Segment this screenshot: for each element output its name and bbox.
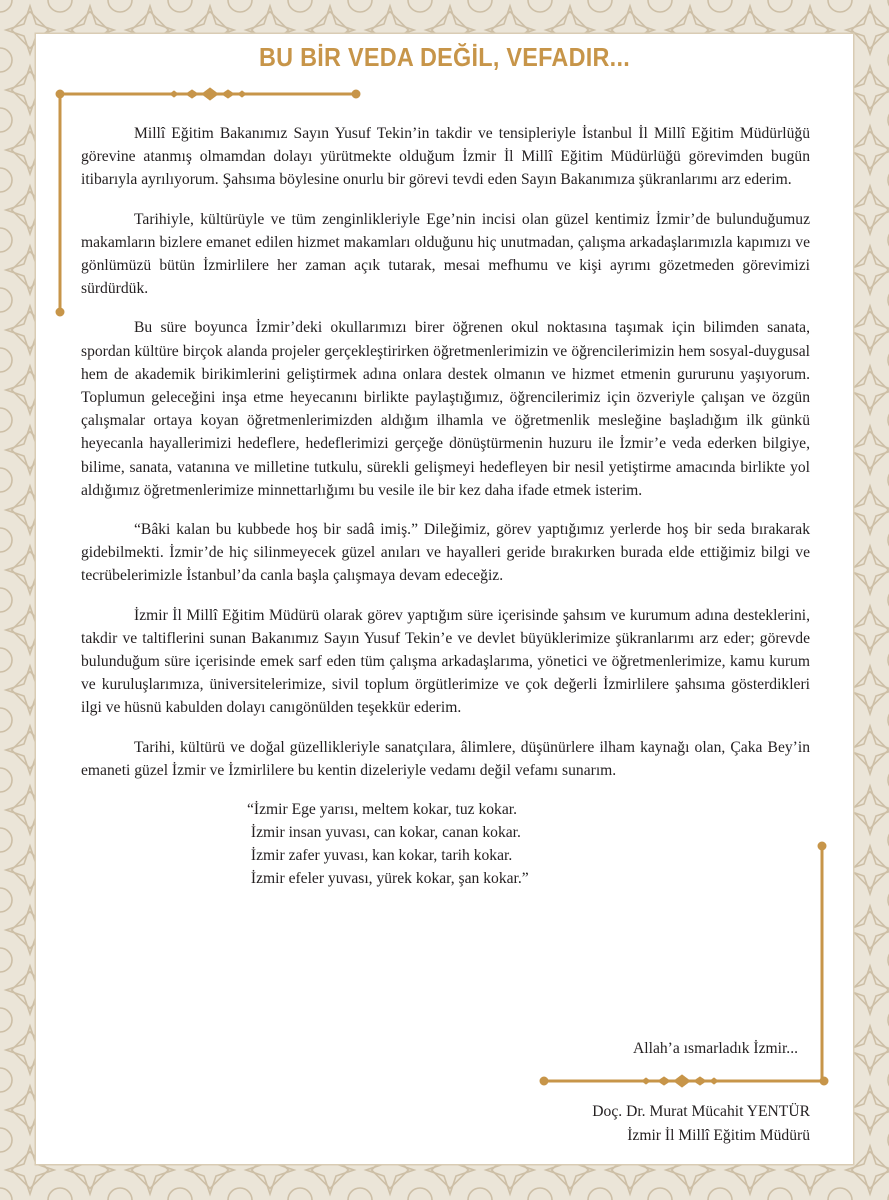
poem-line: İzmir zafer yuvası, kan kokar, tarih kokar.	[247, 847, 513, 865]
paragraph-1: Millî Eğitim Bakanımız Sayın Yusuf Tekin’in takdir ve tensipleriyle İstanbul İl Millî Eğitim Müdürlüğü görevine atanmış olmamdan dolayı yürütmekte olduğum İzmir İl Millî Eğitim Müdürlüğü görevimden bugün itibarıyla ayrılıyorum. Şahsıma böylesine onurlu bir görevi tevdi eden Sayın Bakanımıza şükranlarımı arz ederim.	[81, 125, 810, 189]
letter-body	[81, 122, 810, 890]
paragraph-4: “Bâki kalan bu kubbede hoş bir sadâ imiş.” Dileğimiz, görev yaptığımız yerlerde hoş bir seda bırakarak gidebilmekti. İzmir’de hiç silinmeyecek güzel anıları ve hayalleri geride bırakırken burada elde ettiğimiz bilgi ve tecrübelerimizle İstanbul’da canla başla çalışmaya devam edeceğiz.	[81, 521, 810, 585]
poem-line: “İzmir Ege yarısı, meltem kokar, tuz kokar.	[247, 801, 518, 819]
paragraph-3: Bu süre boyunca İzmir’deki okullarımızı birer öğrenen okul noktasına taşımak için bilimden sanata, spordan kültüre birçok alanda projeler gerçekleştirirken öğretmenlerimizin ve öğrencilerimizin hem sosyal-duygusal hem de akademik birikimlerini geliştirmek adına onlara destek olmanın ve hizmet etmenin gururunu yaşıyorum. Toplumun geleceğini inşa etme heyecanını birlikte paylaştığımız, öğrencilerimiz için özveriyle çalışan ve özgün çalışmalar ortaya koyan öğretmenlerimizden aldığım ilhamla ve öğretmenlik mesleğine başladığım ilk günkü heyecanla hayallerimizi hedeflere, hedeflerimizi gerçeğe dönüştürmenin huzuru ile İzmir’e veda ederken bilgiye, bilime, sanata, vatanına ve milletine tutkulu, sürekli gelişmeyi hedefleyen bir nesil yetiştirme amacında birlikte yol aldığımız öğretmenlerimize minnettarlığımı bu vesile ile bir kez daha ifade etmek isterim.	[81, 319, 810, 499]
page-title: BU BİR VEDA DEĞİL, VEFADIR...	[258, 42, 630, 72]
paragraph-2: Tarihiyle, kültürüyle ve tüm zenginlikleriyle Ege’nin incisi olan güzel kentimiz İzmir’de bulunduğumuz makamların bizlere emanet edilen hizmet makamları olduğunu hiç unutmadan, çalışma arkadaşlarımızla kapımızı ve gönlümüzü bütün İzmirlilere her zaman açık tutarak, mesai mefhumu ve kişi ayrımı gözetmeden görevimizi sürdürdük.	[81, 210, 810, 298]
signature-block	[520, 1100, 810, 1148]
signature-name: Doç. Dr. Murat Mücahit YENTÜR	[592, 1103, 810, 1120]
poem-quote	[247, 798, 810, 890]
poem-line: İzmir efeler yuvası, yürek kokar, şan kokar.”	[247, 870, 529, 888]
poem-line: İzmir insan yuvası, can kokar, canan kokar.	[247, 824, 521, 842]
paragraph-6: Tarihi, kültürü ve doğal güzellikleriyle sanatçılara, âlimlere, düşünürlere ilham kaynağı olan, Çaka Bey’in emaneti güzel İzmir ve İzmirlilere bu kentin dizeleriyle vedamı değil vefamı sunarım.	[81, 738, 810, 779]
farewell-line: Allah’a ısmarladık İzmir...	[633, 1040, 798, 1057]
paragraph-5: İzmir İl Millî Eğitim Müdürü olarak görev yaptığım süre içerisinde şahsım ve kurumum adına desteklerini, takdir ve taltiflerini sunan Bakanımız Sayın Yusuf Tekin’e ve devlet büyüklerimize şükranlarımı arz eder; görevde bulunduğum süre içerisinde emek sarf eden tüm çalışma arkadaşlarıma, yönetici ve öğretmenlerimize, kamu kurum ve kuruluşlarımıza, üniversitelerimize, sivil toplum örgütlerimize ve çok değerli İzmirlilere şahsıma gösterdikleri ilgi ve hüsnü kabulden dolayı canıgönülden teşekkür ederim.	[81, 606, 810, 717]
signature-position: İzmir İl Millî Eğitim Müdürü	[627, 1127, 810, 1144]
